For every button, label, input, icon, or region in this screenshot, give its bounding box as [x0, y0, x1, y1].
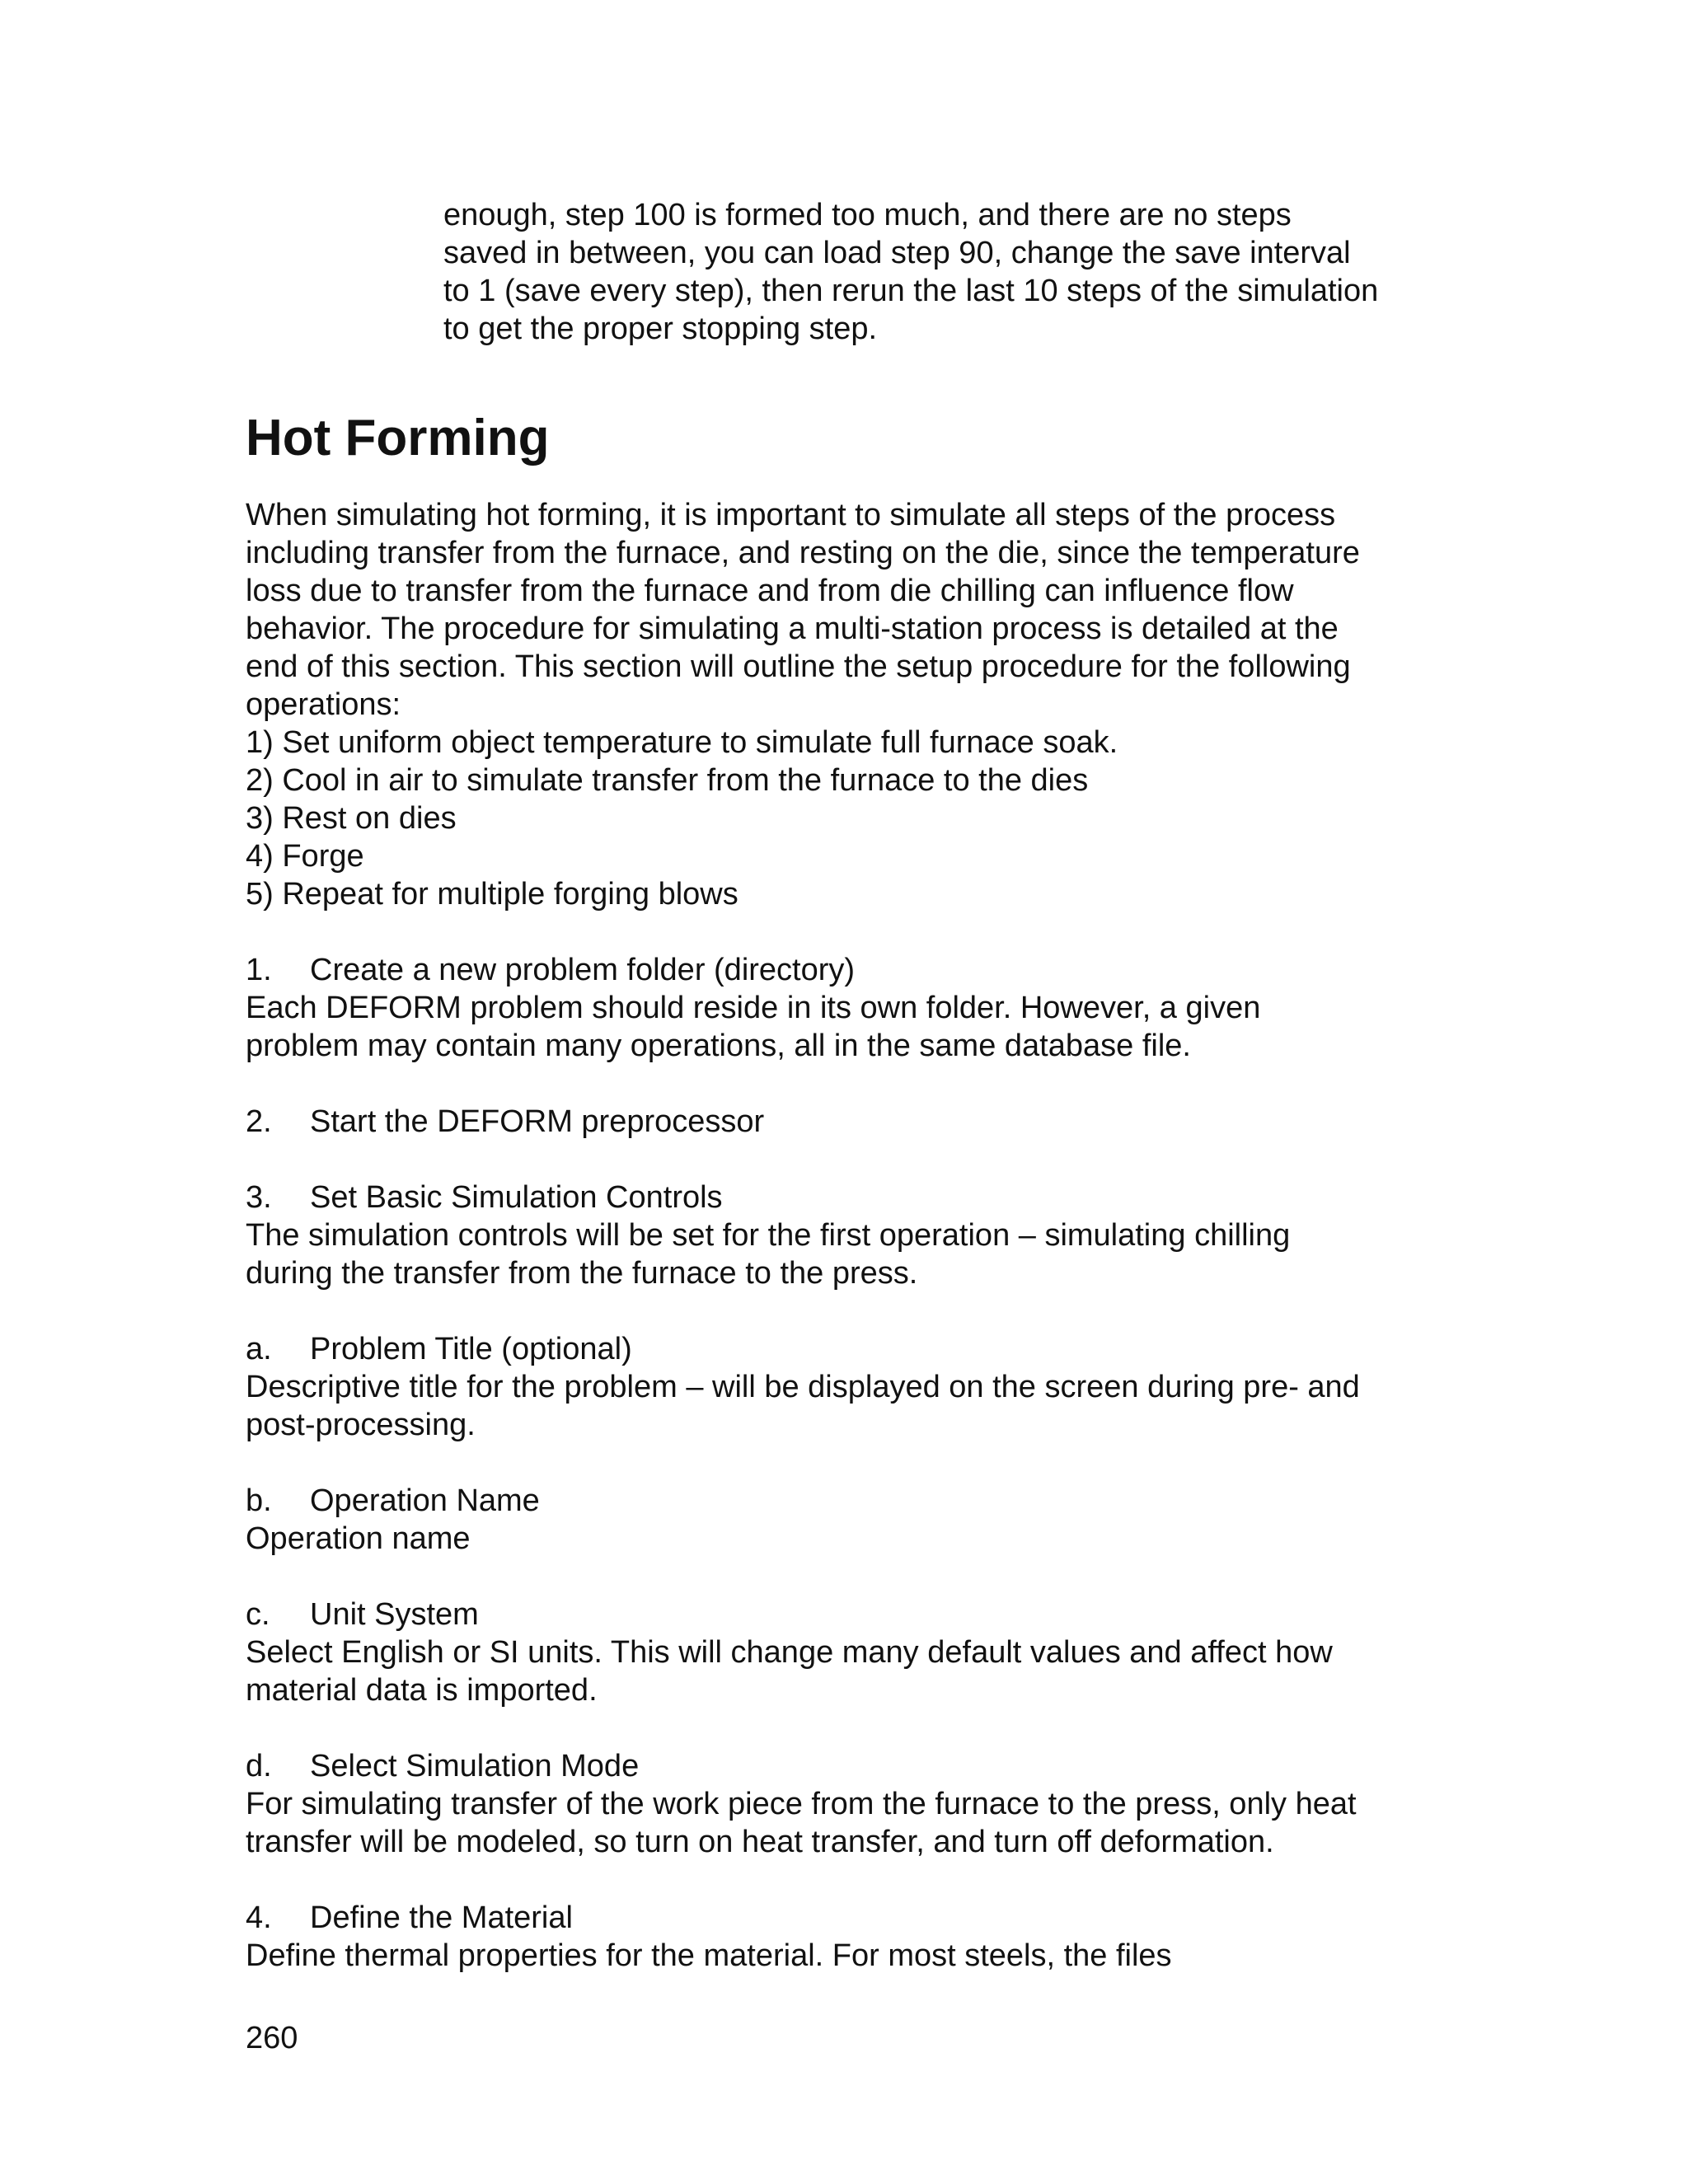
continued-paragraph-line: to 1 (save every step), then rerun the last 10 steps of the simulation: [443, 274, 1379, 308]
operation-list-item: 4) Forge: [246, 839, 364, 874]
substep-body-line: Descriptive title for the problem – will be displayed on the screen during pre- and: [246, 1370, 1360, 1404]
step-body-line: problem may contain many operations, all in the same database file.: [246, 1029, 1191, 1063]
intro-line: loss due to transfer from the furnace and from die chilling can influence flow: [246, 574, 1294, 608]
substep-body-line: transfer will be modeled, so turn on heat transfer, and turn off deformation.: [246, 1825, 1274, 1859]
intro-line: When simulating hot forming, it is important to simulate all steps of the process: [246, 498, 1336, 532]
step-title: [246, 1179, 723, 1216]
step-number: 3.: [246, 1180, 272, 1215]
intro-line: behavior. The procedure for simulating a multi-station process is detailed at the: [246, 612, 1339, 646]
intro-line: including transfer from the furnace, and resting on the die, since the temperature: [246, 536, 1360, 570]
continued-paragraph-line: to get the proper stopping step.: [443, 312, 878, 346]
substep-title: [246, 1330, 632, 1368]
step-title: [246, 1899, 573, 1937]
step-body-line: Define thermal properties for the material. For most steels, the files: [246, 1938, 1172, 1973]
substep-body-line: For simulating transfer of the work piece from the furnace to the press, only heat: [246, 1787, 1357, 1821]
step-number: 2.: [246, 1104, 272, 1139]
step-title-text: Define the Material: [310, 1900, 573, 1935]
substep-title: [246, 1596, 479, 1633]
intro-line: operations:: [246, 687, 401, 722]
substep-title-text: Problem Title (optional): [310, 1332, 632, 1366]
step-title-text: Start the DEFORM preprocessor: [310, 1104, 765, 1139]
operation-list-item: 3) Rest on dies: [246, 801, 457, 836]
step-body-line: The simulation controls will be set for the first operation – simulating chilling: [246, 1218, 1291, 1253]
step-body-line: Each DEFORM problem should reside in its own folder. However, a given: [246, 991, 1261, 1025]
substep-body-line: Operation name: [246, 1521, 471, 1556]
step-title: [246, 951, 855, 989]
section-heading: Hot Forming: [246, 410, 550, 466]
operation-list-item: 2) Cool in air to simulate transfer from the furnace to the dies: [246, 763, 1089, 798]
substep-body-line: post-processing.: [246, 1408, 476, 1442]
substep-title-text: Unit System: [310, 1597, 479, 1632]
substep-body-line: Select English or SI units. This will change many default values and affect how: [246, 1635, 1333, 1670]
substep-title: [246, 1482, 540, 1520]
continued-paragraph-line: enough, step 100 is formed too much, and there are no steps: [443, 198, 1292, 232]
substep-body-line: material data is imported.: [246, 1673, 598, 1708]
operation-list-item: 5) Repeat for multiple forging blows: [246, 877, 738, 912]
substep-letter: b.: [246, 1483, 272, 1518]
substep-title: [246, 1747, 639, 1785]
substep-title-text: Select Simulation Mode: [310, 1749, 640, 1783]
step-number: 4.: [246, 1900, 272, 1935]
step-body-line: during the transfer from the furnace to the press.: [246, 1256, 918, 1291]
continued-paragraph-line: saved in between, you can load step 90, change the save interval: [443, 236, 1351, 270]
step-title: [246, 1103, 764, 1141]
substep-letter: c.: [246, 1597, 270, 1632]
step-number: 1.: [246, 953, 272, 987]
step-title-text: Set Basic Simulation Controls: [310, 1180, 723, 1215]
intro-line: end of this section. This section will outline the setup procedure for the following: [246, 649, 1351, 684]
operation-list-item: 1) Set uniform object temperature to simulate full furnace soak.: [246, 725, 1118, 760]
substep-title-text: Operation Name: [310, 1483, 540, 1518]
substep-letter: a.: [246, 1332, 272, 1366]
step-title-text: Create a new problem folder (directory): [310, 953, 856, 987]
page-number: 260: [246, 2021, 298, 2055]
substep-letter: d.: [246, 1749, 272, 1783]
